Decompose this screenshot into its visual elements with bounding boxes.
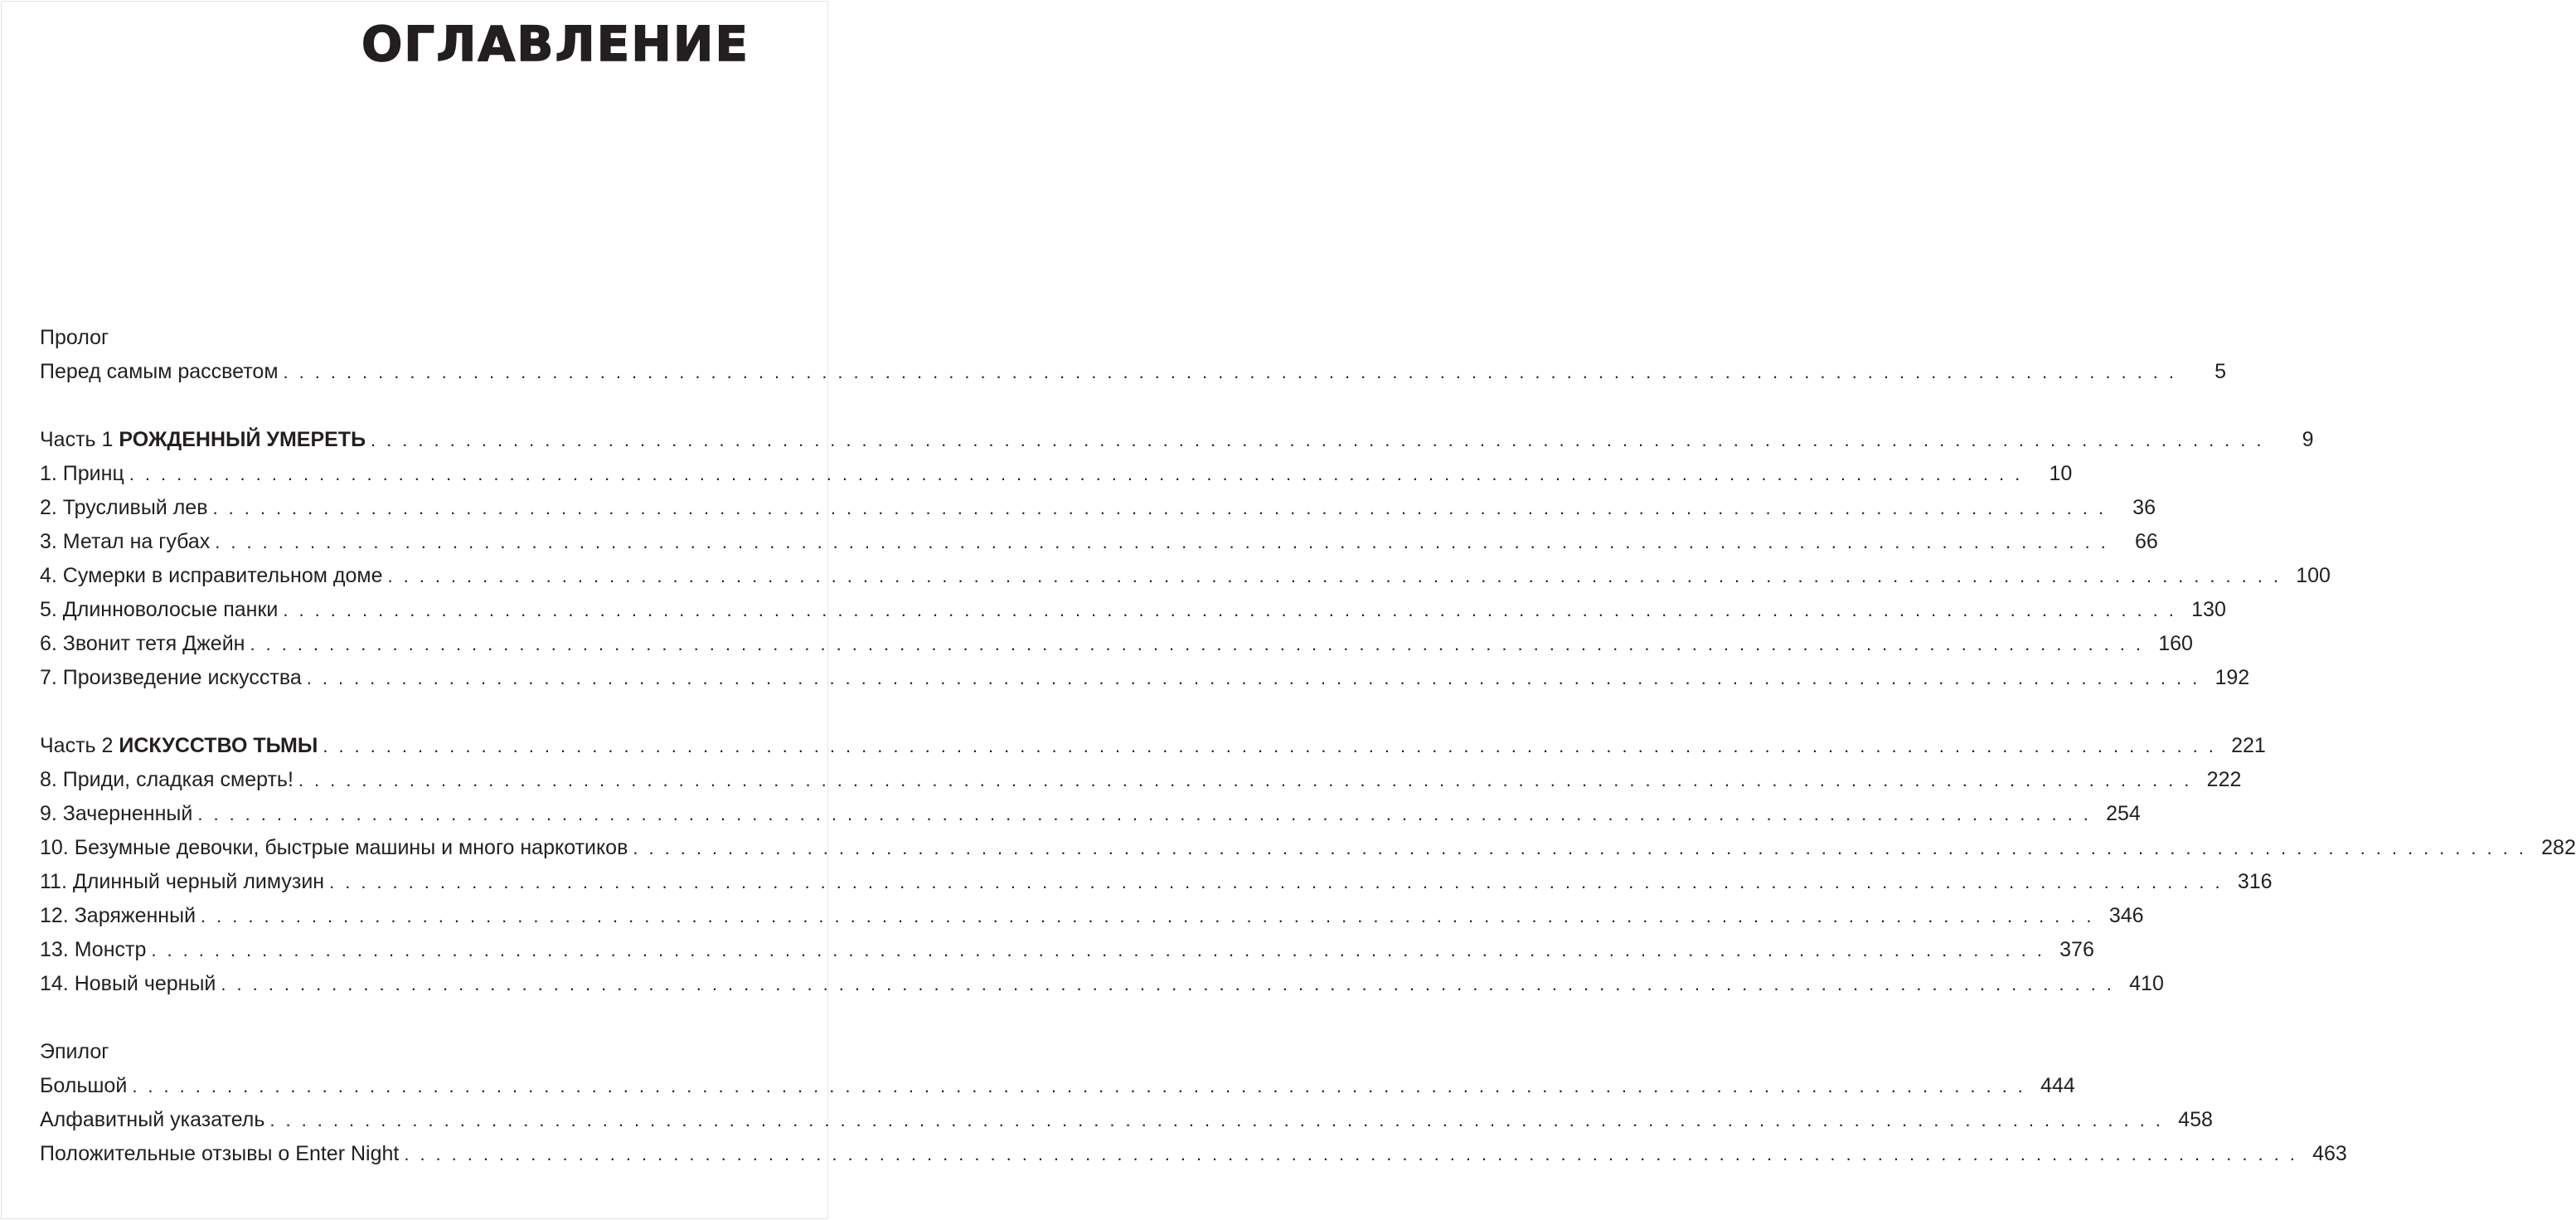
toc-entry[interactable] — [40, 967, 2164, 1001]
toc-entry-label: 12. Заряженный — [40, 904, 196, 927]
toc-entry[interactable] — [40, 661, 2250, 695]
dot-leader: ........................................................................................................................ — [151, 940, 2053, 960]
dot-leader: ........................................................................................................................ — [250, 634, 2152, 654]
toc-entry-label: 3. Метал на губах — [40, 530, 211, 553]
toc-entry-page: 376 — [2059, 938, 2094, 961]
toc-entry-label — [40, 729, 323, 763]
toc-entry-page: 66 — [2134, 530, 2158, 553]
section-gap — [40, 389, 750, 423]
toc-entry-page: 444 — [2040, 1074, 2075, 1097]
dot-leader: ........................................................................................................................ — [221, 974, 2122, 994]
toc-entry-page: 463 — [2312, 1142, 2347, 1165]
toc-entry[interactable] — [40, 763, 2242, 797]
toc-entry-page: 458 — [2178, 1108, 2213, 1131]
toc-entry[interactable] — [40, 491, 2156, 525]
dot-leader: ........................................................................................................................ — [201, 906, 2103, 926]
dot-leader: ........................................................................................................................ — [306, 668, 2209, 688]
toc-entry-label: 10. Безумные девочки, быстрые машины и много наркотиков — [40, 836, 628, 859]
dot-leader: ........................................................................................................................ — [132, 1076, 2034, 1096]
toc-entry-page: 160 — [2158, 632, 2193, 655]
dot-leader: ........................................................................................................................ — [212, 498, 2114, 518]
toc-entry[interactable] — [40, 457, 2073, 491]
table-of-contents — [40, 321, 2576, 1171]
toc-entry-label: Большой — [40, 1074, 128, 1097]
toc-entry-page: 254 — [2106, 802, 2141, 825]
part-name: ИСКУССТВО ТЬМЫ — [119, 734, 318, 757]
dot-leader: ........................................................................................................................ — [387, 566, 2289, 586]
toc-entry-label: 8. Приди, сладкая смерть! — [40, 768, 293, 791]
toc-entry-label: 13. Монстр — [40, 938, 147, 961]
part-prefix: Часть 2 — [40, 734, 114, 757]
part-prefix: Часть 1 — [40, 428, 114, 451]
dot-leader: ........................................................................................................................ — [283, 600, 2185, 620]
dot-leader: ........................................................................................................................ — [269, 1110, 2171, 1130]
dot-leader: ........................................................................................................................ — [283, 362, 2185, 382]
toc-entry-label: Алфавитный указатель — [40, 1108, 265, 1131]
toc-entry-label: 11. Длинный черный лимузин — [40, 870, 325, 893]
toc-entry-page: 130 — [2191, 598, 2226, 621]
toc-entry-page: 221 — [2231, 734, 2266, 757]
toc-entry-page: 282 — [2541, 836, 2576, 859]
part-2-heading[interactable] — [40, 729, 2266, 763]
section-gap — [40, 1001, 750, 1035]
toc-entry-label: Перед самым рассветом — [40, 360, 279, 383]
part-1-heading[interactable] — [40, 423, 2314, 457]
epilogue-heading: Эпилог — [40, 1040, 109, 1063]
toc-entry[interactable] — [40, 627, 2193, 661]
part-name: РОЖДЕННЫЙ УМЕРЕТЬ — [119, 428, 366, 451]
toc-entry[interactable] — [40, 933, 2094, 967]
dot-leader: ........................................................................................................................ — [323, 736, 2224, 756]
toc-entry-label: 7. Произведение искусства — [40, 666, 302, 689]
toc-entry-page: 36 — [2132, 496, 2156, 519]
dot-leader: ........................................................................................................................ — [371, 430, 2273, 450]
dot-leader: ........................................................................................................................ — [298, 770, 2200, 790]
toc-entry-page: 10 — [2049, 462, 2073, 485]
toc-entry[interactable] — [40, 1137, 2347, 1171]
toc-entry[interactable] — [40, 525, 2158, 559]
toc-entry-label: Положительные отзывы о Enter Night — [40, 1142, 400, 1165]
toc-entry-page: 222 — [2206, 768, 2242, 791]
toc-entry-label: 4. Сумерки в исправительном доме — [40, 564, 383, 587]
toc-entry-label: 9. Зачерненный — [40, 802, 193, 825]
toc-entry-page: 9 — [2302, 428, 2314, 451]
toc-entry[interactable] — [40, 355, 2226, 389]
dot-leader: ........................................................................................................................ — [197, 804, 2099, 824]
toc-entry[interactable] — [40, 1069, 2075, 1103]
page-title: ОГЛАВЛЕНИЕ — [361, 16, 750, 72]
toc-entry-label: 5. Длинноволосые панки — [40, 598, 279, 621]
toc-entry-page: 192 — [2215, 666, 2250, 689]
toc-entry-page: 316 — [2237, 870, 2273, 893]
toc-entry[interactable] — [40, 559, 2331, 593]
toc-entry[interactable] — [40, 899, 2144, 933]
toc-entry-page: 100 — [2296, 564, 2331, 587]
toc-entry-page: 5 — [2215, 360, 2226, 383]
toc-entry-label: 6. Звонит тетя Джейн — [40, 632, 245, 655]
toc-entry-label: 2. Трусливый лев — [40, 496, 208, 519]
toc-entry-label — [40, 423, 371, 457]
toc-entry[interactable] — [40, 797, 2141, 831]
prologue-heading: Пролог — [40, 326, 109, 349]
toc-entry[interactable] — [40, 831, 2576, 865]
dot-leader: ........................................................................................................................ — [404, 1144, 2306, 1164]
section-gap — [40, 695, 750, 729]
dot-leader: ........................................................................................................................ — [215, 532, 2117, 552]
toc-entry[interactable] — [40, 1103, 2213, 1137]
toc-entry-label: 14. Новый черный — [40, 972, 216, 995]
dot-leader: ........................................................................................................................ — [129, 464, 2031, 484]
toc-entry-page: 346 — [2108, 904, 2144, 927]
dot-leader: ........................................................................................................................ — [329, 872, 2231, 892]
dot-leader: ........................................................................................................................ — [633, 838, 2535, 858]
toc-entry[interactable] — [40, 865, 2273, 899]
toc-entry-label: 1. Принц — [40, 462, 124, 485]
toc-entry-page: 410 — [2129, 972, 2164, 995]
toc-entry[interactable] — [40, 593, 2226, 627]
